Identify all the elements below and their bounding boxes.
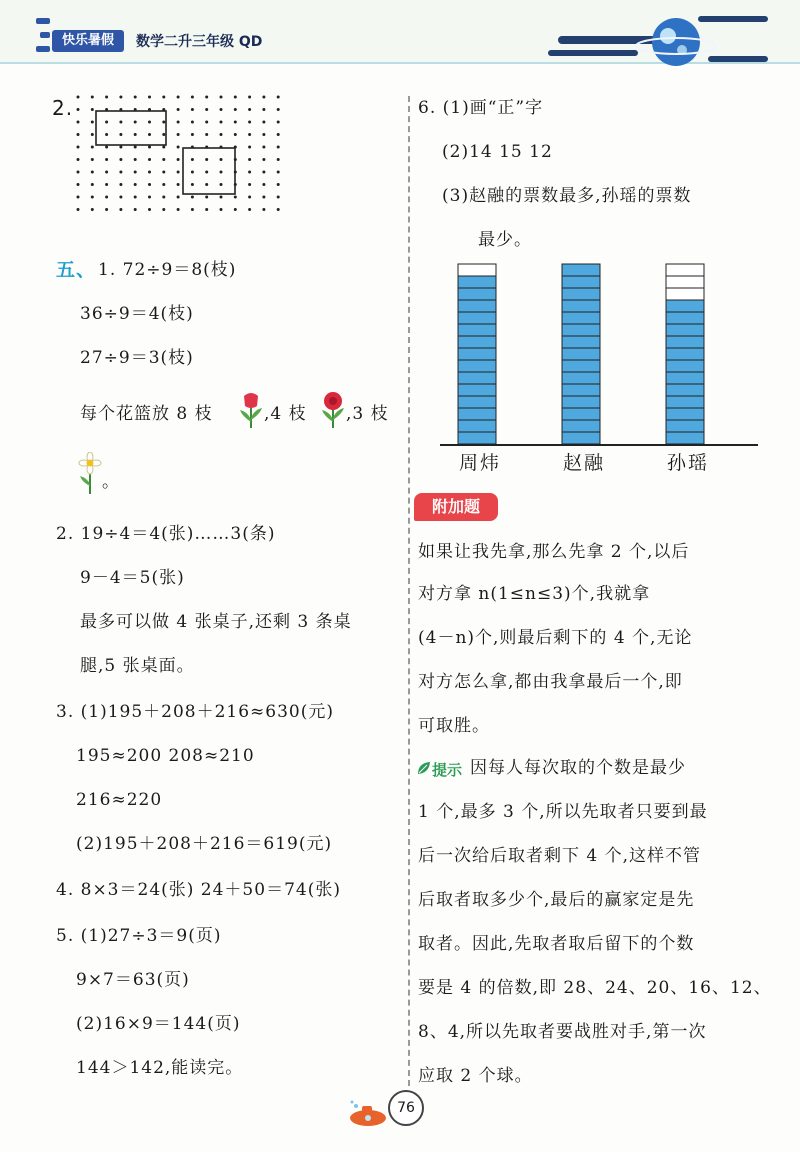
bar-cell-filled — [458, 300, 496, 312]
column-divider — [408, 96, 410, 1086]
bar-cell-filled — [666, 324, 704, 336]
q5-5-line4: 144＞142,能读完。 — [76, 1058, 244, 1078]
tulip-icon — [236, 390, 266, 430]
bar-cell-filled — [562, 348, 600, 360]
bar-label-zhouwei: 周炜 — [458, 452, 501, 474]
extra-question-badge: 附加题 — [414, 493, 498, 521]
bar-cell-filled — [458, 408, 496, 420]
bar-cell-filled — [666, 336, 704, 348]
bar-cell-filled — [562, 432, 600, 444]
q5-3-line1: 3. (1)195＋208＋216≈630(元) — [56, 702, 335, 722]
q5-1-line4c: ,3 枝 — [346, 404, 389, 424]
bar-label-sunyao: 孙瑶 — [666, 452, 709, 474]
bar-label-zhaorong: 赵融 — [562, 452, 605, 474]
q2-number: 2. — [52, 96, 74, 120]
section-five-label: 五、 — [56, 259, 97, 281]
extra-line-5: 可取胜。 — [418, 716, 490, 736]
tip-line-0: 因每人每次取的个数是最少 — [470, 758, 686, 778]
tip-line-3: 后取者取多少个,最后的赢家定是先 — [418, 890, 695, 910]
bar-cell-filled — [666, 420, 704, 432]
leaf-icon — [416, 760, 432, 776]
bar-2 — [666, 264, 704, 444]
rose-icon — [318, 390, 348, 430]
q5-5-line2: 9×7＝63(页) — [76, 970, 190, 990]
bar-cell-filled — [666, 348, 704, 360]
bar-cell-filled — [458, 384, 496, 396]
q5-4-line1: 4. 8×3＝24(张) 24＋50＝74(张) — [56, 880, 341, 900]
bar-cell-filled — [562, 360, 600, 372]
bar-cell-filled — [458, 396, 496, 408]
q5-3-line3: 216≈220 — [76, 790, 163, 810]
bar-cell-filled — [458, 276, 496, 288]
q5-1-line4a: 每个花篮放 8 枝 — [80, 404, 213, 424]
rectangle-shape — [96, 111, 166, 145]
q5-5-line3: (2)16×9＝144(页) — [76, 1014, 241, 1034]
bar-cell-filled — [562, 312, 600, 324]
q5-1-line2: 36÷9＝4(枝) — [80, 304, 194, 324]
bar-cell-filled — [666, 312, 704, 324]
q6-line4: 最少。 — [478, 230, 532, 250]
extra-line-1: 如果让我先拿,那么先拿 2 个,以后 — [418, 542, 690, 562]
q5-2-line4: 腿,5 张桌面。 — [80, 656, 195, 676]
dot-grid — [77, 96, 280, 212]
bar-cell-filled — [458, 336, 496, 348]
bar-cell-filled — [562, 300, 600, 312]
bar-cell-filled — [458, 324, 496, 336]
bar-cell-filled — [666, 300, 704, 312]
tip-line-4: 取者。因此,先取者取后留下的个数 — [418, 934, 695, 954]
bar-cell-empty — [666, 276, 704, 288]
q5-2-line2: 9－4＝5(张) — [80, 568, 185, 588]
bar-cell-filled — [458, 420, 496, 432]
q6-line1: 6. (1)画“正”字 — [418, 98, 544, 118]
tip-line-1: 1 个,最多 3 个,所以先取者只要到最 — [418, 802, 708, 822]
square-shape — [183, 148, 235, 194]
bar-cell-filled — [562, 384, 600, 396]
q5-2-line3: 最多可以做 4 张桌子,还剩 3 条桌 — [80, 612, 352, 632]
extra-line-3: (4－n)个,则最后剩下的 4 个,无论 — [418, 628, 693, 648]
header-badge: 快乐暑假 — [52, 30, 124, 52]
bar-cell-empty — [458, 264, 496, 276]
dot-grid-figure — [74, 88, 284, 218]
q5-1-line4b: ,4 枝 — [264, 404, 307, 424]
bar-1 — [562, 264, 600, 444]
bar-cell-filled — [666, 396, 704, 408]
page-number: 76 — [388, 1090, 424, 1126]
tip-line-5: 要是 4 的倍数,即 28、24、20、16、12、 — [418, 978, 772, 998]
bar-0 — [458, 264, 496, 444]
q5-3-line4: (2)195＋208＋216＝619(元) — [76, 834, 333, 854]
bar-cell-filled — [562, 324, 600, 336]
bar-cell-filled — [562, 408, 600, 420]
bar-cell-filled — [458, 372, 496, 384]
bar-cell-filled — [562, 372, 600, 384]
tip-line-2: 后一次给后取者剩下 4 个,这样不管 — [418, 846, 702, 866]
bar-cell-filled — [562, 396, 600, 408]
bar-cell-filled — [458, 288, 496, 300]
bar-cell-filled — [458, 360, 496, 372]
q5-1-line3: 27÷9＝3(枝) — [80, 348, 194, 368]
bar-cell-filled — [562, 276, 600, 288]
bar-cell-filled — [562, 420, 600, 432]
bar-cell-filled — [666, 408, 704, 420]
q6-line2: (2)14 15 12 — [442, 142, 553, 162]
bar-cell-filled — [562, 264, 600, 276]
bar-cell-filled — [666, 432, 704, 444]
q5-3-line2: 195≈200 208≈210 — [76, 746, 255, 766]
extra-line-2: 对方拿 n(1≤n≤3)个,我就拿 — [418, 584, 651, 604]
header-deco — [36, 14, 50, 62]
header-title: 数学二升三年级 QD — [136, 34, 263, 50]
bar-cell-filled — [458, 432, 496, 444]
q5-2-line1: 2. 19÷4＝4(张)……3(条) — [56, 524, 276, 544]
extra-line-4: 对方怎么拿,都由我拿最后一个,即 — [418, 672, 683, 692]
tip-line-6: 8、4,所以先取者要战胜对手,第一次 — [418, 1022, 707, 1042]
q5-1-line1: 1. 72÷9＝8(枝) — [98, 260, 237, 280]
bar-cell-filled — [458, 348, 496, 360]
bar-cell-filled — [666, 372, 704, 384]
bar-cell-filled — [562, 288, 600, 300]
submarine-icon — [346, 1100, 390, 1130]
tip-label: 提示 — [432, 761, 463, 779]
planet-illustration — [548, 6, 778, 70]
bar-cell-empty — [666, 264, 704, 276]
tip-line-7: 应取 2 个球。 — [418, 1066, 533, 1086]
bar-cell-filled — [666, 360, 704, 372]
bar-cell-filled — [458, 312, 496, 324]
vote-bar-chart — [430, 258, 770, 448]
q5-1-line5: 。 — [102, 472, 120, 492]
bar-cell-filled — [562, 336, 600, 348]
bar-cell-filled — [666, 384, 704, 396]
bar-cell-empty — [666, 288, 704, 300]
q5-5-line1: 5. (1)27÷3＝9(页) — [56, 926, 222, 946]
q6-line3: (3)赵融的票数最多,孙瑶的票数 — [442, 186, 692, 206]
